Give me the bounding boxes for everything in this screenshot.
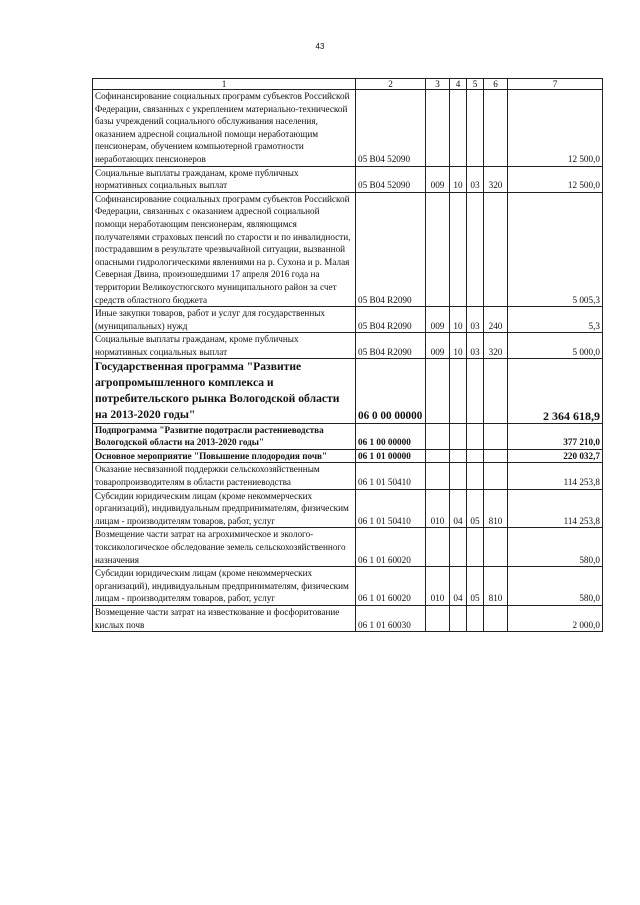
amount: 580,0: [508, 567, 603, 606]
item-name: Субсидии юридическим лицам (кроме некоммерческих организаций), индивидуальным предпринимателям, физическим лицам - производителям товаров, работ, услуг: [93, 489, 356, 528]
ministry-code: [426, 359, 450, 423]
section-code: [450, 528, 467, 567]
section-code: [450, 463, 467, 489]
amount: 12 500,0: [508, 90, 603, 167]
page-number: 43: [315, 42, 325, 51]
subsection-code: [467, 463, 484, 489]
item-name: Социальные выплаты гражданам, кроме публичных нормативных социальных выплат: [93, 166, 356, 192]
amount: 377 210,0: [508, 423, 603, 449]
subsection-code: [467, 359, 484, 423]
section-code: [450, 423, 467, 449]
expense-type-code: 320: [484, 166, 508, 192]
ministry-code: [426, 605, 450, 631]
section-code: [450, 449, 467, 463]
ministry-code: 009: [426, 333, 450, 359]
subsection-code: 03: [467, 166, 484, 192]
subsection-code: 05: [467, 489, 484, 528]
column-header: 3: [426, 79, 450, 90]
section-code: 10: [450, 333, 467, 359]
ministry-code: 009: [426, 307, 450, 333]
table-row: [93, 605, 603, 631]
item-name: Государственная программа "Развитие агропромышленного комплекса и потребительского рынка Вологодской области на 2013-2020 годы": [93, 359, 356, 423]
ministry-code: 009: [426, 166, 450, 192]
target-code: 05 В04 R2090: [356, 333, 426, 359]
expense-type-code: [484, 90, 508, 167]
table-row: [93, 90, 603, 167]
column-header: 2: [356, 79, 426, 90]
item-name: Возмещение части затрат на агрохимическое и эколого-токсикологическое обследование земель сельскохозяйственного назначения: [93, 528, 356, 567]
ministry-code: [426, 192, 450, 306]
item-name: Оказание несвязанной поддержки сельскохозяйственным товаропроизводителям в области растениеводства: [93, 463, 356, 489]
target-code: 06 1 01 60030: [356, 605, 426, 631]
item-name: Иные закупки товаров, работ и услуг для государственных (муниципальных) нужд: [93, 307, 356, 333]
subsection-code: [467, 605, 484, 631]
column-header: 1: [93, 79, 356, 90]
ministry-code: [426, 463, 450, 489]
amount: 2 364 618,9: [508, 359, 603, 423]
subsection-code: 05: [467, 567, 484, 606]
table-row: [93, 489, 603, 528]
section-code: 10: [450, 166, 467, 192]
amount: 114 253,8: [508, 489, 603, 528]
section-code: [450, 192, 467, 306]
table-row: [93, 359, 603, 423]
expense-type-code: 320: [484, 333, 508, 359]
expense-type-code: [484, 423, 508, 449]
subsection-code: [467, 90, 484, 167]
target-code: 06 1 01 60020: [356, 528, 426, 567]
item-name: Софинансирование социальных программ субъектов Российской Федерации, связанных с оказанием адресной социальной помощи неработающим пенсионерам, являющимся получателями страховых пенсий по старости и по инвалидности, пострадавшим в результате чрезвычайной ситуации, вызванной опасными гидрологическими явлениями на р. Сухона и р. Малая Северная Двина, произошедшими 17 апреля 2016 года на территории Великоустюгского муниципального район за счет средств областного бюджета: [93, 192, 356, 306]
table-row: [93, 449, 603, 463]
subsection-code: [467, 192, 484, 306]
ministry-code: [426, 449, 450, 463]
subsection-code: 03: [467, 307, 484, 333]
item-name: Основное мероприятие "Повышение плодородия почв": [93, 449, 356, 463]
target-code: 06 1 01 50410: [356, 489, 426, 528]
subsection-code: [467, 528, 484, 567]
amount: 580,0: [508, 528, 603, 567]
expense-type-code: [484, 528, 508, 567]
target-code: 06 0 00 00000: [356, 359, 426, 423]
table-row: [93, 333, 603, 359]
ministry-code: [426, 528, 450, 567]
item-name: Возмещение части затрат на известкование и фосфоритование кислых почв: [93, 605, 356, 631]
expense-type-code: [484, 192, 508, 306]
item-name: Софинансирование социальных программ субъектов Российской Федерации, связанных с укреплением материально-технической базы учреждений социального обслуживания населения, оказанием адресной социальной помощи неработающим пенсионерам, обучением компьютерной грамотности неработающих пенсионеров: [93, 90, 356, 167]
section-code: 04: [450, 489, 467, 528]
section-code: [450, 605, 467, 631]
target-code: 06 1 00 00000: [356, 423, 426, 449]
column-header: 4: [450, 79, 467, 90]
expense-type-code: [484, 463, 508, 489]
subsection-code: [467, 449, 484, 463]
subsection-code: 03: [467, 333, 484, 359]
expense-type-code: 240: [484, 307, 508, 333]
target-code: 06 1 01 00000: [356, 449, 426, 463]
amount: 5 005,3: [508, 192, 603, 306]
ministry-code: [426, 423, 450, 449]
table-row: [93, 423, 603, 449]
amount: 5,3: [508, 307, 603, 333]
target-code: 05 В04 R2090: [356, 307, 426, 333]
expense-type-code: [484, 605, 508, 631]
table-row: [93, 528, 603, 567]
amount: 2 000,0: [508, 605, 603, 631]
subsection-code: [467, 423, 484, 449]
item-name: Подпрограмма "Развитие подотрасли растениеводства Вологодской области на 2013-2020 годы": [93, 423, 356, 449]
ministry-code: [426, 90, 450, 167]
item-name: Субсидии юридическим лицам (кроме некоммерческих организаций), индивидуальным предпринимателям, физическим лицам - производителям товаров, работ, услуг: [93, 567, 356, 606]
section-code: [450, 90, 467, 167]
target-code: 05 В04 52090: [356, 166, 426, 192]
ministry-code: 010: [426, 567, 450, 606]
section-code: 04: [450, 567, 467, 606]
column-header: 7: [508, 79, 603, 90]
amount: 220 032,7: [508, 449, 603, 463]
ministry-code: 010: [426, 489, 450, 528]
table-row: [93, 192, 603, 306]
table-row: [93, 567, 603, 606]
item-name: Социальные выплаты гражданам, кроме публичных нормативных социальных выплат: [93, 333, 356, 359]
expense-type-code: [484, 449, 508, 463]
section-code: [450, 359, 467, 423]
table-row: [93, 463, 603, 489]
expense-type-code: [484, 359, 508, 423]
target-code: 05 В04 52090: [356, 90, 426, 167]
section-code: 10: [450, 307, 467, 333]
budget-table: [92, 78, 603, 632]
amount: 5 000,0: [508, 333, 603, 359]
target-code: 06 1 01 60020: [356, 567, 426, 606]
table-row: [93, 166, 603, 192]
column-header: 5: [467, 79, 484, 90]
target-code: 05 В04 R2090: [356, 192, 426, 306]
amount: 12 500,0: [508, 166, 603, 192]
column-header: 6: [484, 79, 508, 90]
table-row: [93, 307, 603, 333]
table-header-row: [93, 79, 603, 90]
expense-type-code: 810: [484, 489, 508, 528]
amount: 114 253,8: [508, 463, 603, 489]
expense-type-code: 810: [484, 567, 508, 606]
target-code: 06 1 01 50410: [356, 463, 426, 489]
